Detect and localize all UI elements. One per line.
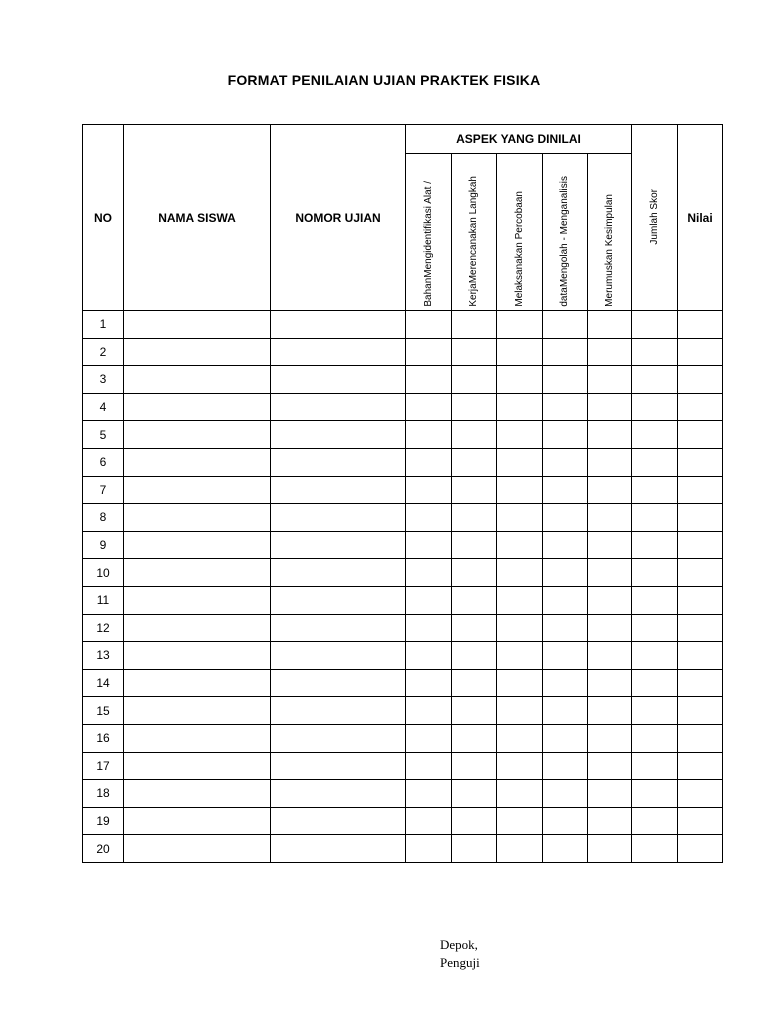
entry-cell[interactable] [588,752,632,780]
entry-cell[interactable] [271,559,406,587]
entry-cell[interactable] [406,448,452,476]
row-number: 8 [83,504,124,532]
row-number: 19 [83,807,124,835]
row-number: 18 [83,780,124,808]
entry-cell[interactable] [543,504,588,532]
entry-cell[interactable] [124,366,271,394]
entry-cell[interactable] [497,724,543,752]
entry-cell[interactable] [632,504,678,532]
row-number: 3 [83,366,124,394]
entry-cell[interactable] [632,807,678,835]
entry-cell[interactable] [678,504,723,532]
entry-cell[interactable] [497,697,543,725]
entry-cell[interactable] [406,393,452,421]
footer-place: Depok, [440,937,478,952]
entry-cell[interactable] [588,366,632,394]
table-row [83,531,723,559]
header-jumlah-skor-label: Jumlah Skor [648,189,660,245]
entry-cell[interactable] [588,311,632,339]
entry-cell[interactable] [124,697,271,725]
entry-cell[interactable] [632,642,678,670]
row-number: 15 [83,697,124,725]
table-row [83,311,723,339]
header-no: NO [83,125,124,311]
entry-cell[interactable] [632,697,678,725]
entry-cell[interactable] [588,697,632,725]
entry-cell[interactable] [543,366,588,394]
entry-cell[interactable] [124,448,271,476]
entry-cell[interactable] [588,448,632,476]
entry-cell[interactable] [406,614,452,642]
entry-cell[interactable] [497,531,543,559]
table-row [83,835,723,863]
entry-cell[interactable] [124,476,271,504]
page-title: FORMAT PENILAIAN UJIAN PRAKTEK FISIKA [227,72,541,88]
entry-cell[interactable] [124,642,271,670]
entry-cell[interactable] [543,780,588,808]
entry-cell[interactable] [452,752,497,780]
entry-cell[interactable] [543,724,588,752]
entry-cell[interactable] [543,421,588,449]
entry-cell[interactable] [588,393,632,421]
entry-cell[interactable] [632,393,678,421]
entry-cell[interactable] [588,421,632,449]
table-row [83,586,723,614]
entry-cell[interactable] [124,669,271,697]
entry-cell[interactable] [124,780,271,808]
entry-cell[interactable] [678,531,723,559]
entry-cell[interactable] [632,559,678,587]
row-number: 2 [83,338,124,366]
entry-cell[interactable] [271,338,406,366]
entry-cell[interactable] [271,476,406,504]
table-row [83,448,723,476]
entry-cell[interactable] [452,807,497,835]
entry-cell[interactable] [406,531,452,559]
table-row [83,780,723,808]
table-row [83,504,723,532]
entry-cell[interactable] [452,448,497,476]
header-nomor-ujian: NOMOR UJIAN [271,125,406,311]
entry-cell[interactable] [497,642,543,670]
entry-cell[interactable] [124,752,271,780]
table-row [83,724,723,752]
header-aspek: ASPEK YANG DINILAI [406,125,632,154]
entry-cell[interactable] [124,614,271,642]
entry-cell[interactable] [543,531,588,559]
entry-cell[interactable] [452,780,497,808]
row-number: 10 [83,559,124,587]
entry-cell[interactable] [497,421,543,449]
entry-cell[interactable] [588,642,632,670]
entry-cell[interactable] [632,835,678,863]
entry-cell[interactable] [497,669,543,697]
entry-cell[interactable] [632,724,678,752]
entry-cell[interactable] [124,393,271,421]
entry-cell[interactable] [406,669,452,697]
entry-cell[interactable] [271,504,406,532]
entry-cell[interactable] [543,559,588,587]
entry-cell[interactable] [452,531,497,559]
row-number: 12 [83,614,124,642]
entry-cell[interactable] [406,559,452,587]
entry-cell[interactable] [632,586,678,614]
entry-cell[interactable] [452,642,497,670]
table-row [83,752,723,780]
table-row [83,393,723,421]
header-aspek-2 [452,154,497,311]
entry-cell[interactable] [497,393,543,421]
entry-cell[interactable] [678,835,723,863]
entry-cell[interactable] [406,366,452,394]
entry-cell[interactable] [678,421,723,449]
entry-cell[interactable] [406,752,452,780]
entry-cell[interactable] [124,421,271,449]
entry-cell[interactable] [124,835,271,863]
entry-cell[interactable] [678,614,723,642]
entry-cell[interactable] [124,586,271,614]
entry-cell[interactable] [452,614,497,642]
entry-cell[interactable] [497,448,543,476]
entry-cell[interactable] [678,393,723,421]
table-row [83,421,723,449]
entry-cell[interactable] [543,338,588,366]
entry-cell[interactable] [678,586,723,614]
entry-cell[interactable] [271,835,406,863]
entry-cell[interactable] [452,504,497,532]
entry-cell[interactable] [452,835,497,863]
entry-cell[interactable] [271,697,406,725]
entry-cell[interactable] [543,393,588,421]
entry-cell[interactable] [452,393,497,421]
entry-cell[interactable] [632,780,678,808]
entry-cell[interactable] [406,642,452,670]
entry-cell[interactable] [632,476,678,504]
entry-cell[interactable] [124,338,271,366]
row-number: 1 [83,311,124,339]
entry-cell[interactable] [543,697,588,725]
entry-cell[interactable] [406,504,452,532]
entry-cell[interactable] [452,421,497,449]
table-row [83,697,723,725]
entry-cell[interactable] [452,366,497,394]
entry-cell[interactable] [452,311,497,339]
entry-cell[interactable] [406,807,452,835]
entry-cell[interactable] [588,559,632,587]
entry-cell[interactable] [124,559,271,587]
table-row [83,476,723,504]
entry-cell[interactable] [497,559,543,587]
entry-cell[interactable] [678,448,723,476]
entry-cell[interactable] [588,807,632,835]
entry-cell[interactable] [497,752,543,780]
entry-cell[interactable] [632,338,678,366]
row-number: 16 [83,724,124,752]
entry-cell[interactable] [271,752,406,780]
row-number: 13 [83,642,124,670]
entry-cell[interactable] [452,559,497,587]
row-number: 6 [83,448,124,476]
header-aspek-5-label: Merumuskan Kesimpulan [603,194,615,307]
entry-cell[interactable] [588,614,632,642]
entry-cell[interactable] [271,393,406,421]
entry-cell[interactable] [124,807,271,835]
row-number: 14 [83,669,124,697]
entry-cell[interactable] [543,669,588,697]
assessment-table [82,124,723,863]
footer-role: Penguji [440,955,480,970]
entry-cell[interactable] [497,780,543,808]
entry-cell[interactable] [406,724,452,752]
row-number: 9 [83,531,124,559]
entry-cell[interactable] [678,559,723,587]
entry-cell[interactable] [678,338,723,366]
entry-cell[interactable] [632,421,678,449]
row-number: 20 [83,835,124,863]
row-number: 5 [83,421,124,449]
entry-cell[interactable] [406,338,452,366]
entry-cell[interactable] [588,780,632,808]
entry-cell[interactable] [271,724,406,752]
entry-cell[interactable] [124,724,271,752]
entry-cell[interactable] [271,448,406,476]
entry-cell[interactable] [678,642,723,670]
entry-cell[interactable] [543,311,588,339]
entry-cell[interactable] [678,807,723,835]
entry-cell[interactable] [632,531,678,559]
entry-cell[interactable] [678,724,723,752]
entry-cell[interactable] [452,724,497,752]
entry-cell[interactable] [271,807,406,835]
entry-cell[interactable] [124,311,271,339]
entry-cell[interactable] [271,586,406,614]
header-nilai: Nilai [678,125,723,311]
entry-cell[interactable] [497,835,543,863]
entry-cell[interactable] [271,669,406,697]
entry-cell[interactable] [497,338,543,366]
entry-cell[interactable] [632,752,678,780]
row-number: 7 [83,476,124,504]
row-number: 17 [83,752,124,780]
entry-cell[interactable] [271,366,406,394]
entry-cell[interactable] [497,504,543,532]
entry-cell[interactable] [632,614,678,642]
entry-cell[interactable] [406,311,452,339]
header-nama-siswa: NAMA SISWA [124,125,271,311]
entry-cell[interactable] [406,476,452,504]
header-aspek-4 [543,154,588,311]
entry-cell[interactable] [452,586,497,614]
entry-cell[interactable] [543,752,588,780]
header-aspek-2-label: KerjaMerencanakan Langkah [468,176,479,307]
entry-cell[interactable] [632,448,678,476]
entry-cell[interactable] [271,531,406,559]
header-aspek-1 [406,154,452,311]
header-aspek-5 [588,154,632,311]
entry-cell[interactable] [124,504,271,532]
entry-cell[interactable] [497,476,543,504]
entry-cell[interactable] [543,448,588,476]
entry-cell[interactable] [406,835,452,863]
table-row [83,338,723,366]
entry-cell[interactable] [271,642,406,670]
entry-cell[interactable] [497,807,543,835]
entry-cell[interactable] [406,421,452,449]
entry-cell[interactable] [588,835,632,863]
entry-cell[interactable] [497,614,543,642]
entry-cell[interactable] [271,614,406,642]
entry-cell[interactable] [588,586,632,614]
entry-cell[interactable] [271,421,406,449]
header-aspek-4-label: dataMengolah - Menganalisis [559,176,570,307]
header-aspek-3-label: Melaksanakan Percobaan [513,191,525,307]
table-row [83,669,723,697]
signature-block [440,936,480,972]
entry-cell[interactable] [271,311,406,339]
entry-cell[interactable] [497,366,543,394]
entry-cell[interactable] [543,586,588,614]
entry-cell[interactable] [452,697,497,725]
entry-cell[interactable] [543,476,588,504]
entry-cell[interactable] [543,614,588,642]
entry-cell[interactable] [406,780,452,808]
entry-cell[interactable] [678,311,723,339]
entry-cell[interactable] [452,476,497,504]
entry-cell[interactable] [452,338,497,366]
header-aspek-3 [497,154,543,311]
entry-cell[interactable] [678,366,723,394]
entry-cell[interactable] [497,311,543,339]
row-number: 4 [83,393,124,421]
entry-cell[interactable] [588,724,632,752]
entry-cell[interactable] [406,586,452,614]
entry-cell[interactable] [632,669,678,697]
table-row [83,366,723,394]
entry-cell[interactable] [632,366,678,394]
entry-cell[interactable] [632,311,678,339]
header-jumlah-skor [632,125,678,311]
table-row [83,559,723,587]
entry-cell[interactable] [678,780,723,808]
entry-cell[interactable] [588,338,632,366]
entry-cell[interactable] [678,476,723,504]
entry-cell[interactable] [588,476,632,504]
table-row [83,614,723,642]
entry-cell[interactable] [678,697,723,725]
header-aspek-1-label: BahanMengidentifikasi Alat / [422,181,434,307]
entry-cell[interactable] [543,642,588,670]
entry-cell[interactable] [124,531,271,559]
entry-cell[interactable] [588,504,632,532]
entry-cell[interactable] [678,752,723,780]
row-number: 11 [83,586,124,614]
entry-cell[interactable] [543,807,588,835]
table-row [83,807,723,835]
entry-cell[interactable] [588,531,632,559]
entry-cell[interactable] [497,586,543,614]
table-body [83,311,723,863]
entry-cell[interactable] [271,780,406,808]
entry-cell[interactable] [452,669,497,697]
table-row [83,642,723,670]
entry-cell[interactable] [588,669,632,697]
entry-cell[interactable] [543,835,588,863]
entry-cell[interactable] [406,697,452,725]
entry-cell[interactable] [678,669,723,697]
